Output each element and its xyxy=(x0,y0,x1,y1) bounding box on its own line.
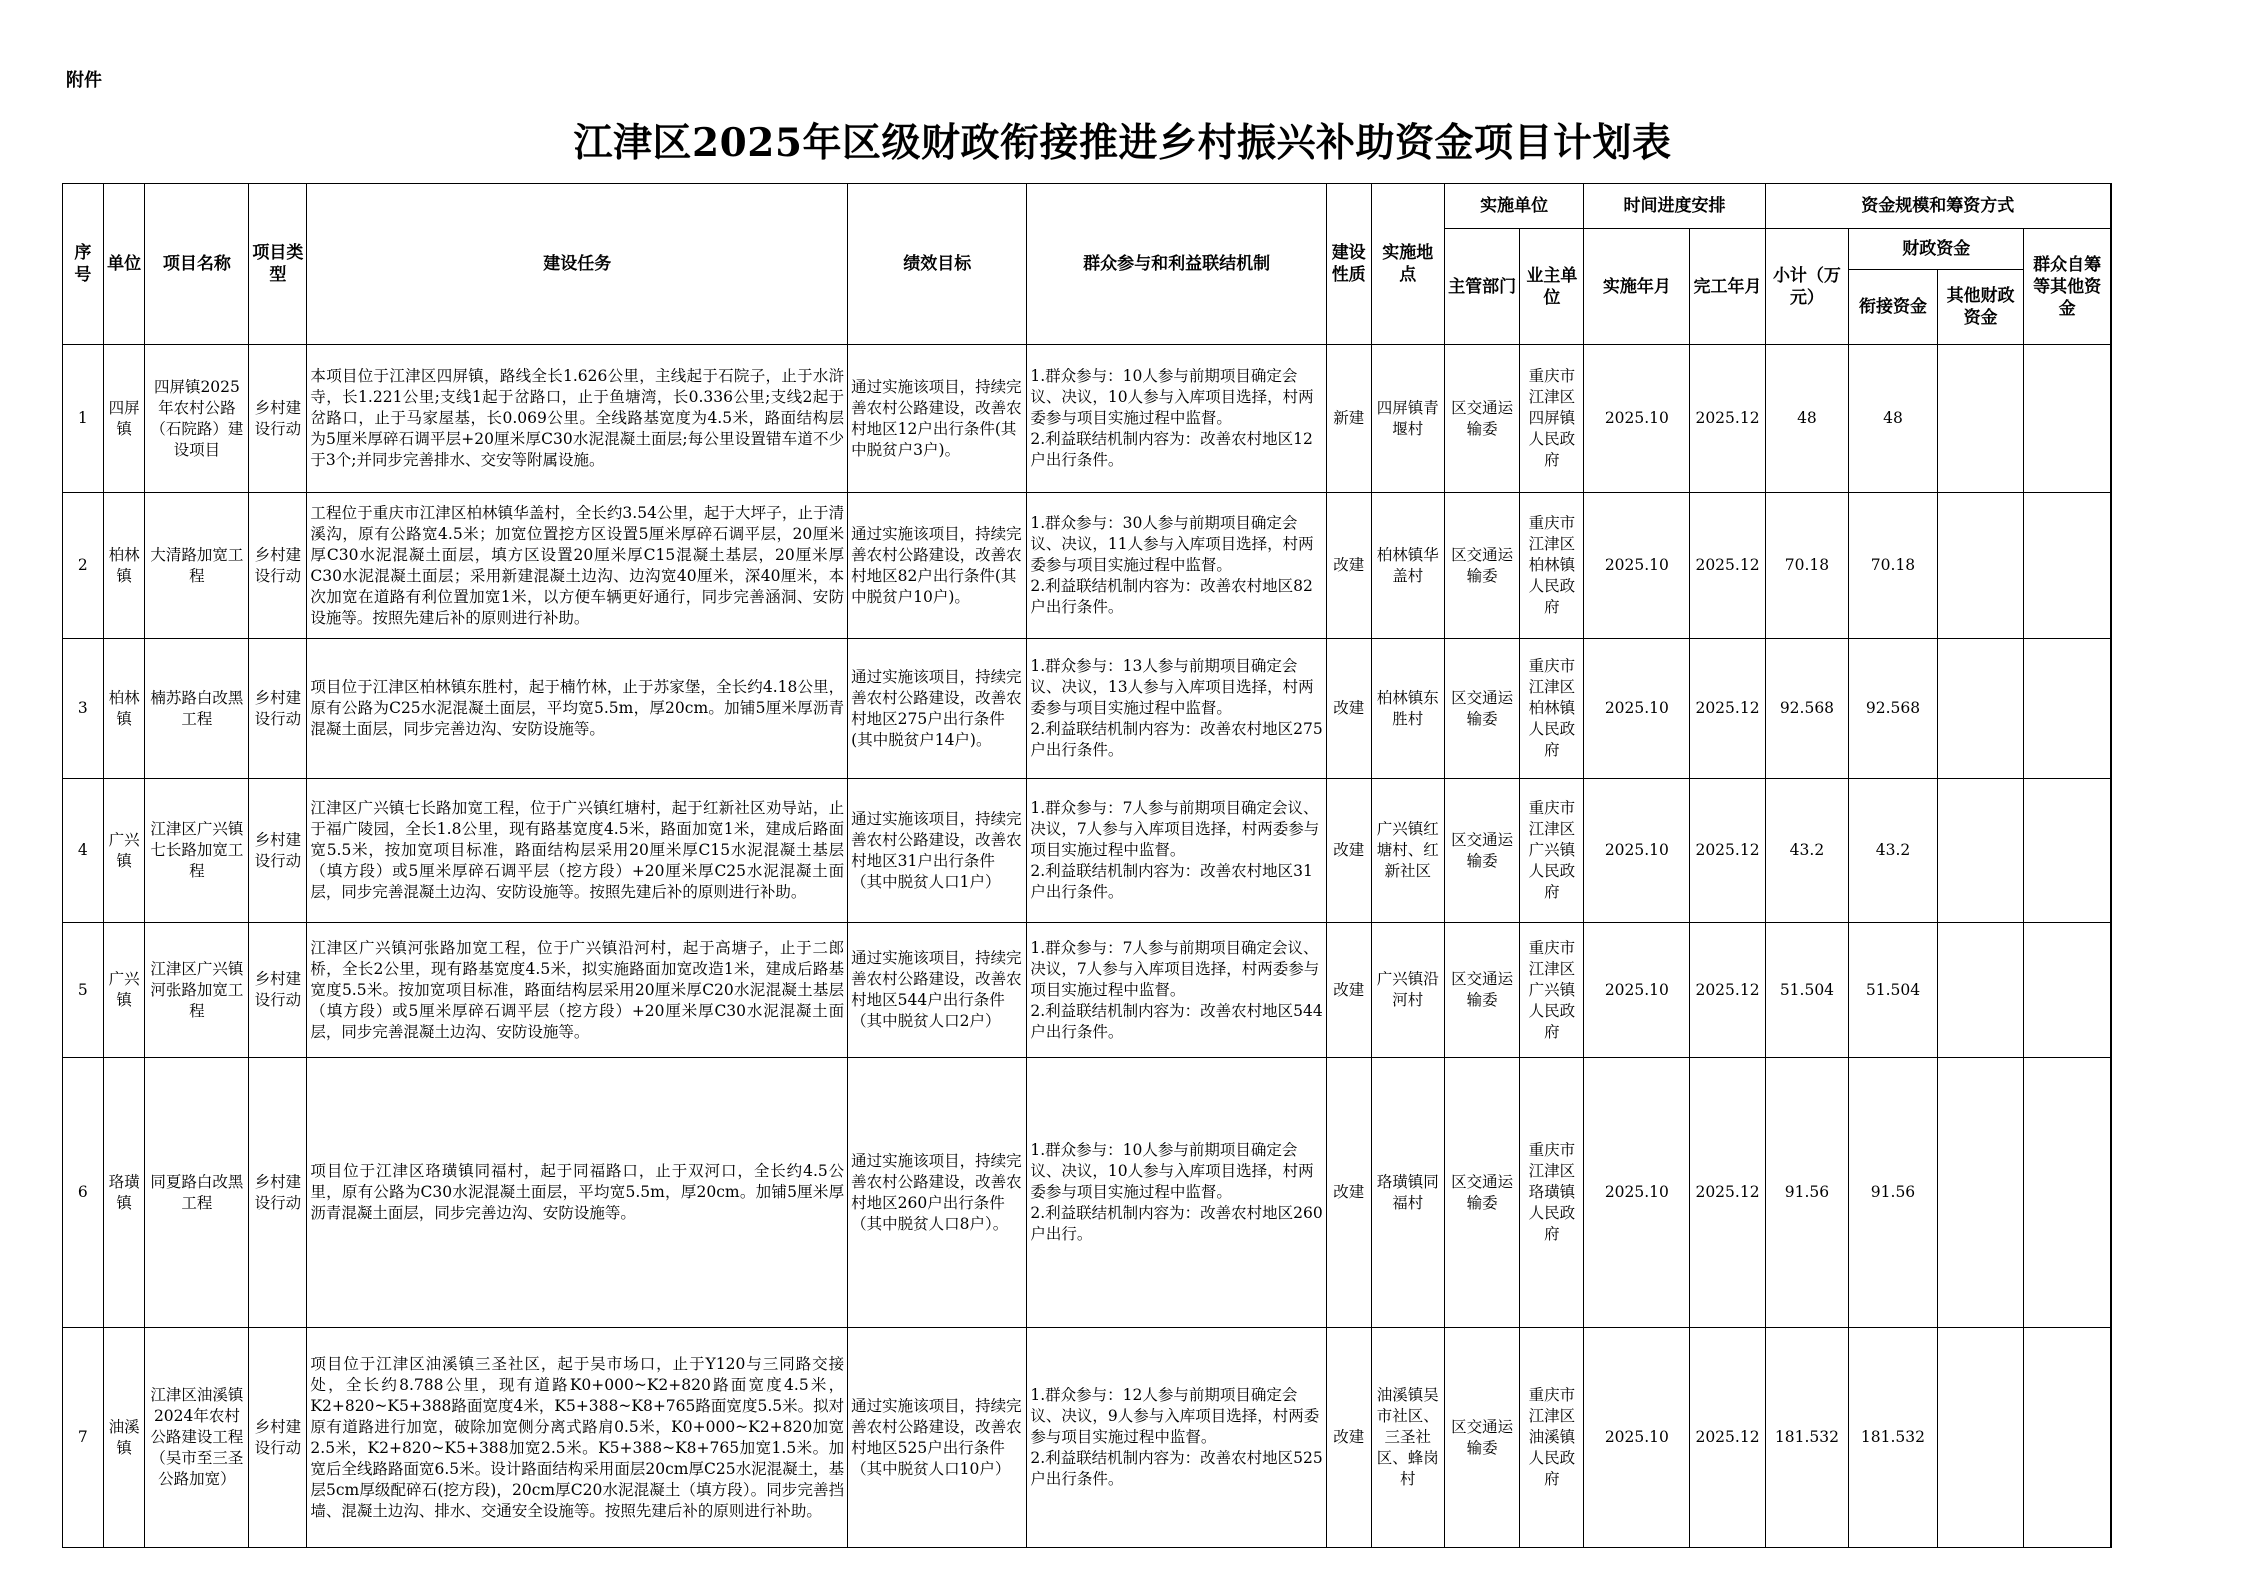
cell-self-raised xyxy=(2024,779,2111,923)
table-row xyxy=(63,639,2112,779)
cell-goal: 通过实施该项目，持续完善农村公路建设，改善农村地区12户出行条件(其中脱贫户3户)。 xyxy=(848,345,1027,493)
cell-task: 项目位于江津区油溪镇三圣社区，起于吴市场口，止于Y120与三同路交接处，全长约8.788公里，现有道路K0+000~K2+820路面宽度4.5米，K2+820~K5+388路面宽度4米，K5+388~K8+765路面宽度5.5米。拟对原有道路进行加宽，破除加宽侧分离式路肩0.5米，K0+000~K2+820加宽2.5米，K2+820~K5+388加宽2.5米。K5+388~K8+765加宽1.5米。加宽后全线路路面宽6.5米。设计路面结构采用面层20cm厚C25水泥混凝土，基层5cm厚级配碎石(挖方段)，20cm厚C20水泥混凝土（填方段）。同步完善挡墙、混凝土边沟、排水、交通安全设施等。按照先建后补的原则进行补助。 xyxy=(307,1328,848,1548)
table-row xyxy=(63,923,2112,1058)
header-subtotal: 小计（万元） xyxy=(1765,229,1849,345)
cell-name: 大清路加宽工程 xyxy=(145,493,249,639)
cell-unit: 油溪镇 xyxy=(103,1328,145,1548)
header-self-raised: 群众自筹等其他资金 xyxy=(2024,229,2111,345)
cell-dept: 区交通运输委 xyxy=(1444,639,1519,779)
cell-mechanism: 1.群众参与：10人参与前期项目确定会议、决议，10人参与入库项目选择，村两委参与项目实施过程中监督。 2.利益联结机制内容为：改善农村地区12户出行条件。 xyxy=(1027,345,1326,493)
header-owner: 业主单位 xyxy=(1520,229,1584,345)
cell-self-raised xyxy=(2024,1058,2111,1328)
cell-other-fiscal xyxy=(1937,779,2024,923)
cell-subtotal: 48 xyxy=(1765,345,1849,493)
cell-remark xyxy=(2110,639,2111,779)
cell-remark xyxy=(2110,493,2111,639)
header-dept: 主管部门 xyxy=(1444,229,1519,345)
cell-unit: 广兴镇 xyxy=(103,779,145,923)
cell-dept: 区交通运输委 xyxy=(1444,1058,1519,1328)
cell-nature: 改建 xyxy=(1326,493,1371,639)
cell-mechanism: 1.群众参与：7人参与前期项目确定会议、决议，7人参与入库项目选择，村两委参与项目实施过程中监督。 2.利益联结机制内容为：改善农村地区544户出行条件。 xyxy=(1027,923,1326,1058)
cell-seq: 3 xyxy=(63,639,104,779)
cell-name: 江津区广兴镇七长路加宽工程 xyxy=(145,779,249,923)
cell-type: 乡村建设行动 xyxy=(249,345,307,493)
header-seq: 序号 xyxy=(63,184,104,345)
cell-task: 本项目位于江津区四屏镇，路线全长1.626公里，主线起于石院子，止于水浒寺，长1.221公里;支线1起于岔路口，止于鱼塘湾，长0.336公里;支线2起于岔路口，止于马家屋基，长0.069公里。全线路基宽度为4.5米，路面结构层为5厘米厚碎石调平层+20厘米厚C30水泥混凝土面层;每公里设置错车道不少于3个;并同步完善排水、交安等附属设施。 xyxy=(307,345,848,493)
cell-task: 江津区广兴镇七长路加宽工程，位于广兴镇红塘村，起于红新社区劝导站，止于福广陵园，全长1.8公里，现有路基宽度4.5米，路面加宽1米，建成后路面宽5.5米，按加宽项目标准，路面结构层采用20厘米厚C15水泥混凝土基层（填方段）或5厘米厚碎石调平层（挖方段）+20厘米厚C25水泥混凝土面层，同步完善混凝土边沟、安防设施等。按照先建后补的原则进行补助。 xyxy=(307,779,848,923)
cell-linkage: 91.56 xyxy=(1849,1058,1938,1328)
cell-nature: 改建 xyxy=(1326,1328,1371,1548)
cell-self-raised xyxy=(2024,493,2111,639)
cell-seq: 7 xyxy=(63,1328,104,1548)
cell-seq: 6 xyxy=(63,1058,104,1328)
cell-owner: 重庆市江津区油溪镇人民政府 xyxy=(1520,1328,1584,1548)
header-name: 项目名称 xyxy=(145,184,249,345)
table-row xyxy=(63,345,2112,493)
cell-end: 2025.12 xyxy=(1690,779,1765,923)
cell-remark xyxy=(2110,1328,2111,1548)
cell-owner: 重庆市江津区四屏镇人民政府 xyxy=(1520,345,1584,493)
cell-other-fiscal xyxy=(1937,1328,2024,1548)
cell-name: 四屏镇2025年农村公路（石院路）建设项目 xyxy=(145,345,249,493)
header-nature: 建设性质 xyxy=(1326,184,1371,345)
cell-mechanism: 1.群众参与：10人参与前期项目确定会议、决议，10人参与入库项目选择，村两委参与项目实施过程中监督。 2.利益联结机制内容为：改善农村地区260户出行。 xyxy=(1027,1058,1326,1328)
cell-unit: 柏林镇 xyxy=(103,493,145,639)
cell-mechanism: 1.群众参与：30人参与前期项目确定会议、决议，11人参与入库项目选择，村两委参与项目实施过程中监督。 2.利益联结机制内容为：改善农村地区82户出行条件。 xyxy=(1027,493,1326,639)
cell-mechanism: 1.群众参与：12人参与前期项目确定会议、决议，9人参与入库项目选择，村两委参与项目实施过程中监督。 2.利益联结机制内容为：改善农村地区525户出行条件。 xyxy=(1027,1328,1326,1548)
header-location: 实施地点 xyxy=(1371,184,1444,345)
cell-location: 珞璜镇同福村 xyxy=(1371,1058,1444,1328)
header-linkage: 衔接资金 xyxy=(1849,270,1938,345)
cell-subtotal: 91.56 xyxy=(1765,1058,1849,1328)
cell-end: 2025.12 xyxy=(1690,493,1765,639)
attachment-label: 附件 xyxy=(66,70,102,91)
cell-linkage: 48 xyxy=(1849,345,1938,493)
cell-unit: 柏林镇 xyxy=(103,639,145,779)
cell-nature: 改建 xyxy=(1326,779,1371,923)
cell-seq: 1 xyxy=(63,345,104,493)
cell-linkage: 43.2 xyxy=(1849,779,1938,923)
cell-end: 2025.12 xyxy=(1690,345,1765,493)
cell-goal: 通过实施该项目，持续完善农村公路建设，改善农村地区260户出行条件（其中脱贫人口8户）。 xyxy=(848,1058,1027,1328)
cell-subtotal: 181.532 xyxy=(1765,1328,1849,1548)
cell-start: 2025.10 xyxy=(1584,1328,1690,1548)
table-row xyxy=(63,1058,2112,1328)
cell-subtotal: 70.18 xyxy=(1765,493,1849,639)
cell-name: 同夏路白改黑工程 xyxy=(145,1058,249,1328)
cell-location: 四屏镇青堰村 xyxy=(1371,345,1444,493)
header-type: 项目类型 xyxy=(249,184,307,345)
cell-self-raised xyxy=(2024,923,2111,1058)
cell-unit: 广兴镇 xyxy=(103,923,145,1058)
cell-dept: 区交通运输委 xyxy=(1444,1328,1519,1548)
cell-goal: 通过实施该项目，持续完善农村公路建设，改善农村地区525户出行条件（其中脱贫人口10户） xyxy=(848,1328,1027,1548)
project-plan-table xyxy=(62,183,2112,1548)
cell-goal: 通过实施该项目，持续完善农村公路建设，改善农村地区82户出行条件(其中脱贫户10户)。 xyxy=(848,493,1027,639)
cell-goal: 通过实施该项目，持续完善农村公路建设，改善农村地区31户出行条件（其中脱贫人口1户） xyxy=(848,779,1027,923)
header-end: 完工年月 xyxy=(1690,229,1765,345)
cell-subtotal: 92.568 xyxy=(1765,639,1849,779)
cell-seq: 5 xyxy=(63,923,104,1058)
header-unit: 单位 xyxy=(103,184,145,345)
cell-nature: 改建 xyxy=(1326,1058,1371,1328)
cell-type: 乡村建设行动 xyxy=(249,1058,307,1328)
cell-name: 江津区油溪镇2024年农村公路建设工程（吴市至三圣公路加宽） xyxy=(145,1328,249,1548)
header-other-fiscal: 其他财政资金 xyxy=(1937,270,2024,345)
cell-owner: 重庆市江津区柏林镇人民政府 xyxy=(1520,493,1584,639)
cell-owner: 重庆市江津区珞璜镇人民政府 xyxy=(1520,1058,1584,1328)
cell-other-fiscal xyxy=(1937,1058,2024,1328)
header-fiscal: 财政资金 xyxy=(1849,229,2024,270)
cell-end: 2025.12 xyxy=(1690,639,1765,779)
cell-linkage: 181.532 xyxy=(1849,1328,1938,1548)
table-row xyxy=(63,779,2112,923)
header-mechanism: 群众参与和利益联结机制 xyxy=(1027,184,1326,345)
cell-nature: 改建 xyxy=(1326,639,1371,779)
cell-unit: 珞璜镇 xyxy=(103,1058,145,1328)
cell-task: 江津区广兴镇河张路加宽工程，位于广兴镇沿河村，起于高塘子，止于二郎桥，全长2公里，现有路基宽度4.5米，拟实施路面加宽改造1米，建成后路基宽度5.5米。按加宽项目标准，路面结构层采用20厘米厚C20水泥混凝土基层（填方段）或5厘米厚碎石调平层（挖方段）+20厘米厚C30水泥混凝土面层，同步完善混凝土边沟、安防设施等。 xyxy=(307,923,848,1058)
cell-nature: 改建 xyxy=(1326,923,1371,1058)
cell-dept: 区交通运输委 xyxy=(1444,345,1519,493)
cell-name: 江津区广兴镇河张路加宽工程 xyxy=(145,923,249,1058)
cell-location: 广兴镇红塘村、红新社区 xyxy=(1371,779,1444,923)
cell-other-fiscal xyxy=(1937,639,2024,779)
header-remark xyxy=(2110,184,2111,345)
cell-start: 2025.10 xyxy=(1584,493,1690,639)
cell-remark xyxy=(2110,1058,2111,1328)
header-start: 实施年月 xyxy=(1584,229,1690,345)
cell-location: 柏林镇东胜村 xyxy=(1371,639,1444,779)
cell-remark xyxy=(2110,345,2111,493)
cell-end: 2025.12 xyxy=(1690,1328,1765,1548)
cell-goal: 通过实施该项目，持续完善农村公路建设，改善农村地区275户出行条件(其中脱贫户14户)。 xyxy=(848,639,1027,779)
cell-end: 2025.12 xyxy=(1690,1058,1765,1328)
cell-self-raised xyxy=(2024,345,2111,493)
cell-mechanism: 1.群众参与：7人参与前期项目确定会议、决议，7人参与入库项目选择，村两委参与项目实施过程中监督。 2.利益联结机制内容为：改善农村地区31户出行条件。 xyxy=(1027,779,1326,923)
cell-task: 项目位于江津区柏林镇东胜村，起于楠竹林，止于苏家堡，全长约4.18公里，原有公路为C25水泥混凝土面层，平均宽5.5m，厚20cm。加铺5厘米厚沥青混凝土面层，同步完善边沟、安防设施等。 xyxy=(307,639,848,779)
cell-other-fiscal xyxy=(1937,493,2024,639)
cell-unit: 四屏镇 xyxy=(103,345,145,493)
cell-goal: 通过实施该项目，持续完善农村公路建设，改善农村地区544户出行条件（其中脱贫人口2户） xyxy=(848,923,1027,1058)
cell-mechanism: 1.群众参与：13人参与前期项目确定会议、决议，13人参与入库项目选择，村两委参与项目实施过程中监督。 2.利益联结机制内容为：改善农村地区275户出行条件。 xyxy=(1027,639,1326,779)
cell-other-fiscal xyxy=(1937,345,2024,493)
page-title: 江津区2025年区级财政衔接推进乡村振兴补助资金项目计划表 xyxy=(573,120,1672,166)
cell-task: 工程位于重庆市江津区柏林镇华盖村，全长约3.54公里，起于大坪子，止于清溪沟，原有公路宽4.5米；加宽位置挖方区设置5厘米厚碎石调平层，20厘米厚C30水泥混凝土面层，填方区设置20厘米厚C15混凝土基层，20厘米厚C30水泥混凝土面层；采用新建混凝土边沟、边沟宽40厘米，深40厘米，本次加宽在道路有利位置加宽1米，以方便车辆更好通行，同步完善涵洞、安防设施等。按照先建后补的原则进行补助。 xyxy=(307,493,848,639)
header-funds: 资金规模和筹资方式 xyxy=(1765,184,2110,229)
cell-location: 广兴镇沿河村 xyxy=(1371,923,1444,1058)
cell-start: 2025.10 xyxy=(1584,779,1690,923)
cell-start: 2025.10 xyxy=(1584,639,1690,779)
header-goal: 绩效目标 xyxy=(848,184,1027,345)
cell-type: 乡村建设行动 xyxy=(249,493,307,639)
header-impl-unit: 实施单位 xyxy=(1444,184,1584,229)
cell-seq: 4 xyxy=(63,779,104,923)
table-row xyxy=(63,493,2112,639)
cell-self-raised xyxy=(2024,1328,2111,1548)
header-task: 建设任务 xyxy=(307,184,848,345)
project-rows xyxy=(63,345,2112,1548)
cell-type: 乡村建设行动 xyxy=(249,923,307,1058)
cell-location: 油溪镇吴市社区、三圣社区、蜂岗村 xyxy=(1371,1328,1444,1548)
cell-start: 2025.10 xyxy=(1584,345,1690,493)
table-row xyxy=(63,1328,2112,1548)
cell-linkage: 51.504 xyxy=(1849,923,1938,1058)
cell-owner: 重庆市江津区柏林镇人民政府 xyxy=(1520,639,1584,779)
cell-dept: 区交通运输委 xyxy=(1444,493,1519,639)
cell-linkage: 70.18 xyxy=(1849,493,1938,639)
cell-owner: 重庆市江津区广兴镇人民政府 xyxy=(1520,779,1584,923)
cell-type: 乡村建设行动 xyxy=(249,639,307,779)
cell-owner: 重庆市江津区广兴镇人民政府 xyxy=(1520,923,1584,1058)
cell-type: 乡村建设行动 xyxy=(249,1328,307,1548)
cell-task: 项目位于江津区珞璜镇同福村，起于同福路口，止于双河口，全长约4.5公里，原有公路为C30水泥混凝土面层，平均宽5.5m，厚20cm。加铺5厘米厚沥青混凝土面层，同步完善边沟、安防设施等。 xyxy=(307,1058,848,1328)
cell-type: 乡村建设行动 xyxy=(249,779,307,923)
cell-dept: 区交通运输委 xyxy=(1444,779,1519,923)
cell-start: 2025.10 xyxy=(1584,1058,1690,1328)
cell-start: 2025.10 xyxy=(1584,923,1690,1058)
cell-other-fiscal xyxy=(1937,923,2024,1058)
cell-remark xyxy=(2110,923,2111,1058)
cell-seq: 2 xyxy=(63,493,104,639)
header-schedule: 时间进度安排 xyxy=(1584,184,1765,229)
cell-end: 2025.12 xyxy=(1690,923,1765,1058)
cell-name: 楠苏路白改黑工程 xyxy=(145,639,249,779)
cell-dept: 区交通运输委 xyxy=(1444,923,1519,1058)
cell-location: 柏林镇华盖村 xyxy=(1371,493,1444,639)
cell-nature: 新建 xyxy=(1326,345,1371,493)
cell-subtotal: 51.504 xyxy=(1765,923,1849,1058)
cell-remark xyxy=(2110,779,2111,923)
cell-linkage: 92.568 xyxy=(1849,639,1938,779)
cell-self-raised xyxy=(2024,639,2111,779)
cell-subtotal: 43.2 xyxy=(1765,779,1849,923)
